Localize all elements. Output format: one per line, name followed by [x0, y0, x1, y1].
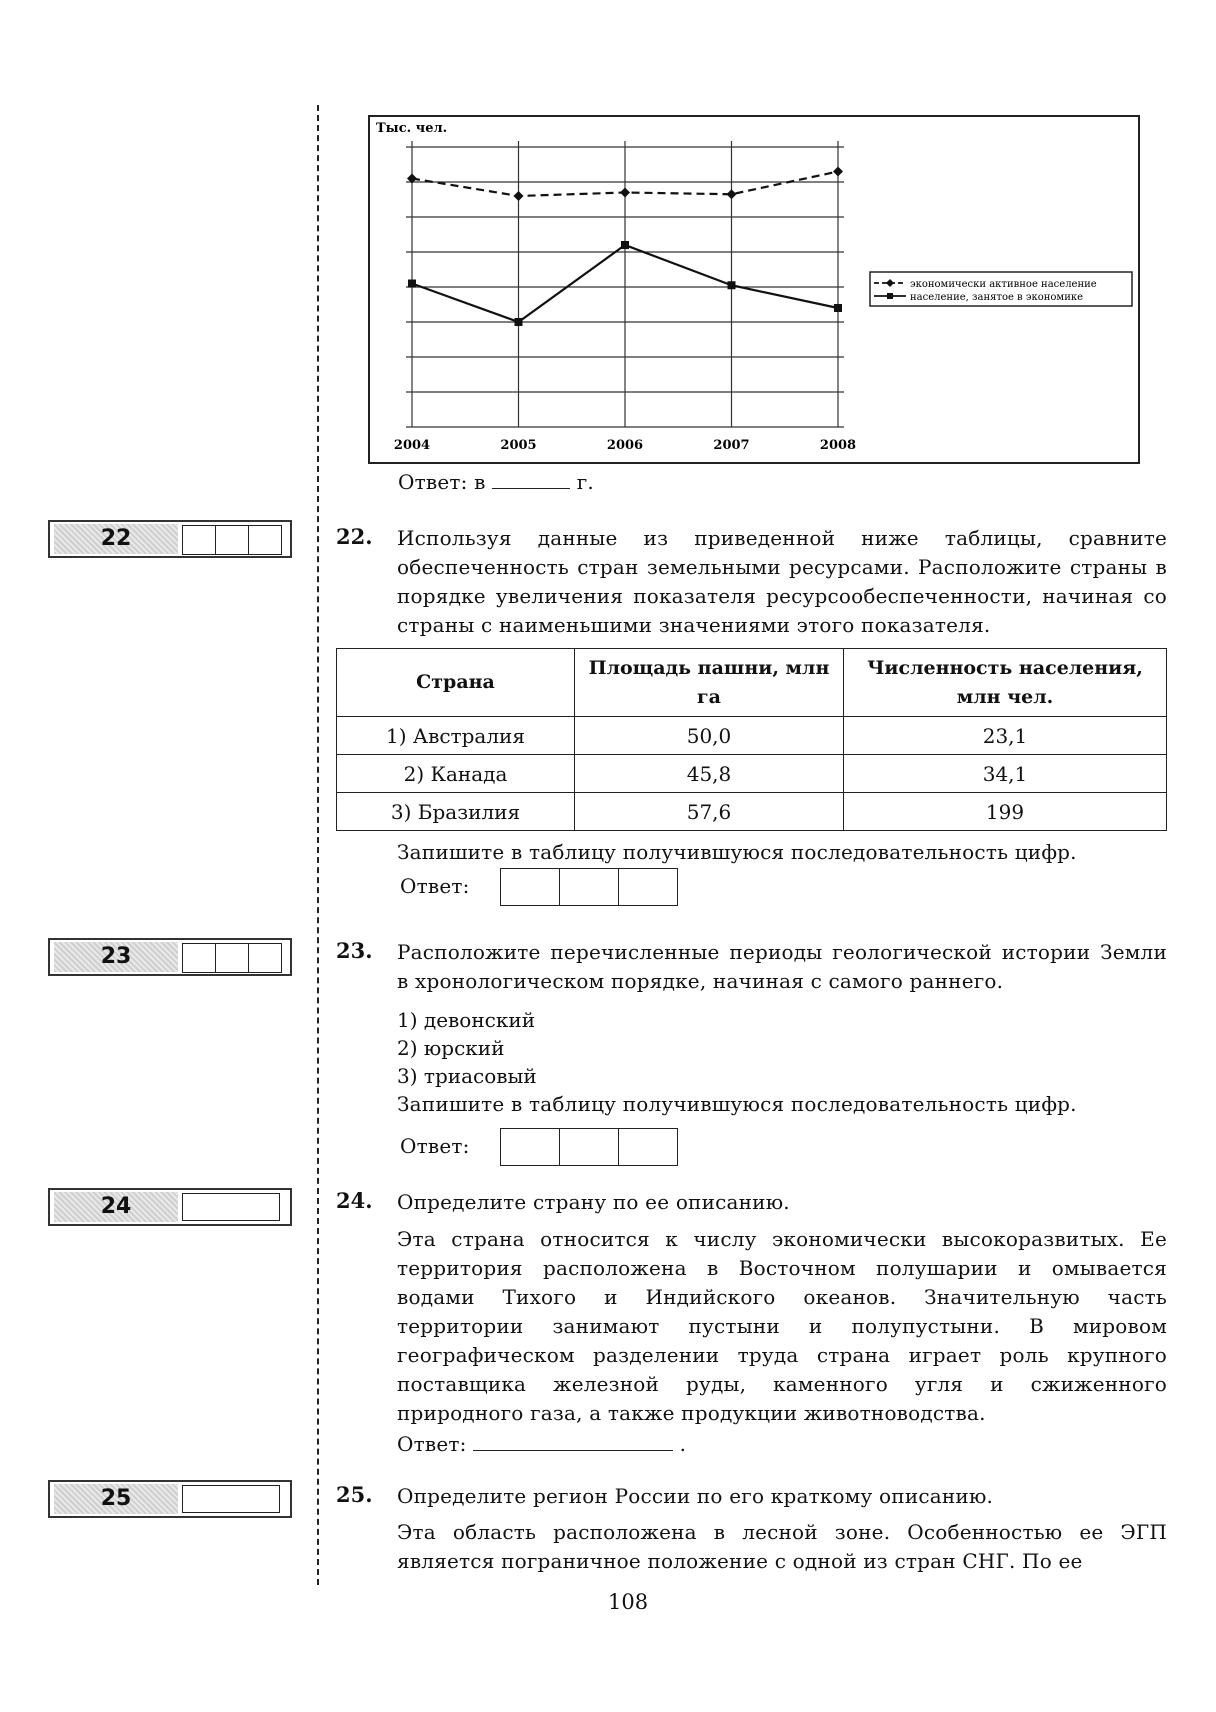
header-population: Численность населения, млн чел. [844, 649, 1167, 717]
table-row [337, 793, 1167, 831]
data-point-square [621, 241, 629, 249]
cut-line [317, 105, 319, 1585]
question-number-22: 22. [336, 524, 373, 549]
question-number-25: 25. [336, 1482, 373, 1507]
x-tick-label: 2005 [500, 438, 537, 453]
margin-number-22: 22 [54, 524, 178, 554]
answer-blank-24[interactable] [473, 1430, 673, 1451]
x-tick-label: 2004 [393, 438, 431, 453]
data-point-diamond [514, 191, 524, 201]
question-text-25: Эта область расположена в лесной зоне. Особенностью ее ЭГП является пограничное положение с одной из стран СНГ. По ее [397, 1520, 1167, 1573]
data-point-square [834, 304, 842, 312]
prev-answer-suffix: г. [576, 470, 594, 494]
chart-svg [370, 117, 1138, 462]
x-tick-label: 2006 [606, 438, 644, 453]
question-text-24: Эта страна относится к числу экономически высокоразвитых. Ее территория расположена в Восточном полушарии и омывается водами Тихого и Индийского океанов. Значительную часть территории занимают пустыни и полупустыни. В мировом географическом разделении труда страна играет роль крупного поставщика железной руды, каменного угля и сжиженного природного газа, а также продукции животноводства. [397, 1227, 1167, 1425]
line-chart [368, 115, 1140, 464]
data-point-diamond [620, 188, 630, 198]
margin-field-24[interactable] [182, 1193, 280, 1221]
prev-answer-blank[interactable] [492, 468, 570, 489]
table-row [337, 717, 1167, 755]
margin-box-22 [48, 520, 292, 558]
margin-box-23 [48, 938, 292, 976]
instruction-22: Запишите в таблицу получившуюся последовательность цифр. [397, 840, 1077, 864]
legend-marker-square [887, 293, 893, 299]
table-cell: 57,6 [575, 793, 844, 831]
question-text-22: Используя данные из приведенной ниже таблицы, сравните обеспеченность стран земельными ресурсами. Расположите страны в порядке увеличения показателя ресурсообеспеченности, начиная со страны с наименьшими значениями этого показателя. [397, 526, 1167, 637]
data-point-square [408, 280, 416, 288]
question-number-24: 24. [336, 1188, 373, 1213]
list-item: 2) юрский [397, 1036, 505, 1060]
margin-box-24 [48, 1188, 292, 1226]
table-cell: 34,1 [844, 755, 1167, 793]
header-arable: Площадь пашни, млн га [575, 649, 844, 717]
header-country: Страна [337, 649, 575, 717]
margin-box-25 [48, 1480, 292, 1518]
table-cell: 199 [844, 793, 1167, 831]
instruction-23: Запишите в таблицу получившуюся последовательность цифр. [397, 1092, 1077, 1116]
periods-list [397, 1006, 537, 1090]
table-header-row [337, 649, 1167, 717]
answer-label-23: Ответ: [400, 1134, 470, 1158]
table-row [337, 755, 1167, 793]
data-point-square [515, 318, 523, 326]
question-title-25: Определите регион России по его краткому описанию. [397, 1484, 994, 1508]
table-cell: 3) Бразилия [337, 793, 575, 831]
margin-cells-23[interactable] [182, 943, 282, 973]
list-item: 3) триасовый [397, 1064, 537, 1088]
margin-number-23: 23 [54, 942, 178, 972]
data-point-diamond [833, 167, 843, 177]
prev-answer-label: Ответ: в [398, 470, 486, 494]
answer-label-24: Ответ: [397, 1432, 467, 1456]
legend-label-2: население, занятое в экономике [910, 292, 1084, 303]
question-number-23: 23. [336, 938, 373, 963]
x-tick-label: 2007 [713, 438, 750, 453]
margin-number-24: 24 [54, 1192, 178, 1222]
data-point-square [728, 281, 736, 289]
answer-24: Ответ: . [397, 1432, 687, 1456]
answer-cells-22[interactable] [500, 868, 678, 906]
y-axis-label: Тыс. чел. [376, 121, 448, 136]
answer-cells-23[interactable] [500, 1128, 678, 1166]
answer-label-22: Ответ: [400, 874, 470, 898]
margin-cells-22[interactable] [182, 525, 282, 555]
table-cell: 23,1 [844, 717, 1167, 755]
margin-field-25[interactable] [182, 1485, 280, 1513]
resources-table [336, 648, 1167, 831]
margin-number-25: 25 [54, 1484, 178, 1514]
prev-answer [398, 468, 594, 497]
x-tick-label: 2008 [819, 438, 857, 453]
table-cell: 50,0 [575, 717, 844, 755]
list-item: 1) девонский [397, 1008, 536, 1032]
data-point-diamond [727, 189, 737, 199]
question-text-23: Расположите перечисленные периоды геологической истории Земли в хронологическом порядке, начиная с самого раннего. [397, 940, 1167, 993]
legend-label-1: экономически активное население [910, 279, 1097, 290]
table-cell: 2) Канада [337, 755, 575, 793]
table-cell: 1) Австралия [337, 717, 575, 755]
table-cell: 45,8 [575, 755, 844, 793]
question-title-24: Определите страну по ее описанию. [397, 1190, 790, 1214]
page-number: 108 [608, 1590, 649, 1614]
